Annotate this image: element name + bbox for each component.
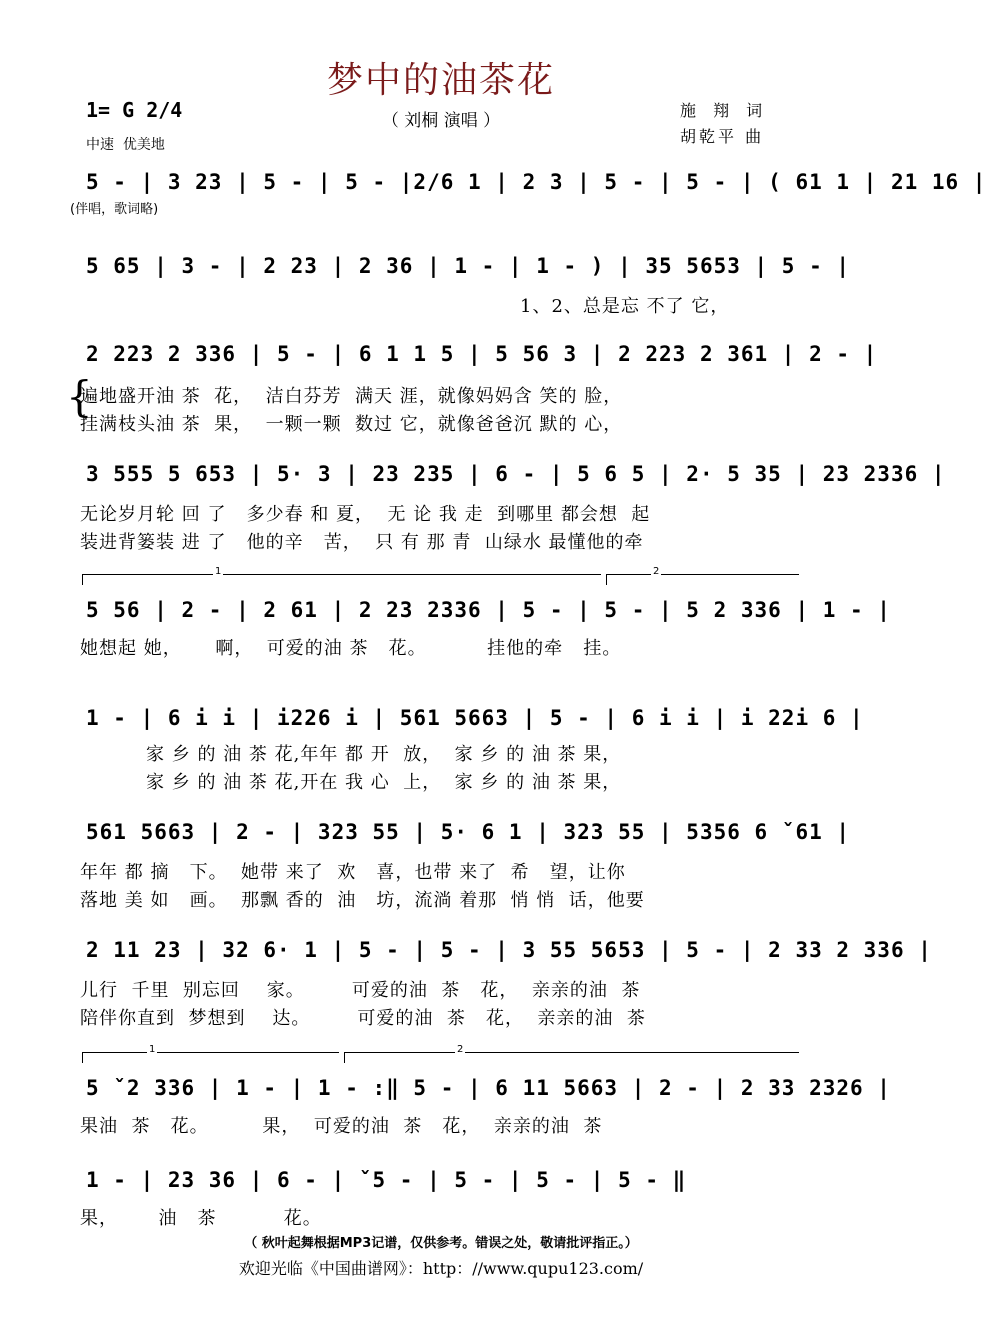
notation-row-8: 2 11 23 | 32 6· 1 | 5 - | 5 - | 3 55 5653 | 5 - | 2 33 2 336 | xyxy=(86,938,932,962)
volta-bracket-1: 1 xyxy=(82,574,601,585)
lyric-row-4-line-2: 装进背篓装 进 了 他的辛 苦， 只 有 那 青 山绿水 最懂他的牵 xyxy=(80,532,644,553)
lyric-row-2-line-1: 1、2、总是忘 不了 它， xyxy=(520,296,730,317)
singer-credit: （ 刘桐 演唱 ） xyxy=(381,111,501,131)
notation-row-6: 1 - | 6 i i | i226 i | 561 5663 | 5 - | 6 i i | i 22i 6 | xyxy=(86,706,864,730)
key-signature: 1= G 2/4 xyxy=(86,98,183,122)
accompaniment-note: (伴唱，歌词略) xyxy=(70,202,159,217)
lyricist-credit: 施 翔 词 xyxy=(680,101,769,120)
notation-row-3: 2 223 2 336 | 5 - | 6 1 1 5 | 5 56 3 | 2 223 2 361 | 2 - | xyxy=(86,342,878,366)
volta-bracket-1b: 1 xyxy=(82,1052,339,1063)
composer-credit: 胡乾平 曲 xyxy=(680,127,765,146)
notation-row-10: 1 - | 23 36 | 6 - | ˇ5 - | 5 - | 5 - | 5 - ‖ xyxy=(86,1168,687,1192)
lyric-row-7-line-2: 落地 美 如 画。 那飘 香的 油 坊，流淌 着那 悄 悄 话，他要 xyxy=(80,890,645,911)
footer-site-link[interactable]: 欢迎光临《中国曲谱网》：http：//www.qupu123.com/ xyxy=(238,1259,644,1278)
lyric-row-9-line-1: 果油 茶 花。 果， 可爱的油 茶 花， 亲亲的油 茶 xyxy=(80,1116,603,1137)
page-title: 梦中的油茶花 xyxy=(326,60,555,101)
lyric-row-5-line-1: 她想起 她， 啊， 可爱的油 茶 花。 挂他的牵 挂。 xyxy=(80,638,622,659)
notation-row-2: 5 65 | 3 - | 2 23 | 2 36 | 1 - | 1 - ) | 35 5653 | 5 - | xyxy=(86,254,851,278)
lyric-row-6-line-1: 家 乡 的 油 茶 花,年年 都 开 放， 家 乡 的 油 茶 果， xyxy=(146,744,622,765)
lyric-row-3-line-2: 挂满枝头油 茶 果， 一颗一颗 数过 它，就像爸爸沉 默的 心， xyxy=(80,414,623,435)
notation-row-4: 3 555 5 653 | 5· 3 | 23 235 | 6 - | 5 6 5 | 2· 5 35 | 23 2336 | xyxy=(86,462,946,486)
lyric-row-10-line-1: 果， 油 茶 花。 xyxy=(80,1208,322,1229)
notation-row-5: 5 56 | 2 - | 2 61 | 2 23 2336 | 5 - | 5 - | 5 2 336 | 1 - | xyxy=(86,598,891,622)
notation-row-1: 5 - | 3 23 | 5 - | 5 - |2/6 1 | 2 3 | 5 - | 5 - | ( 61 1 | 21 16 | xyxy=(86,170,986,194)
volta-bracket-2: 2 xyxy=(606,574,799,585)
lyric-row-7-line-1: 年年 都 摘 下。 她带 来了 欢 喜，也带 来了 希 望，让你 xyxy=(80,862,626,883)
notation-row-9: 5 ˇ2 336 | 1 - | 1 - :‖ 5 - | 6 11 5663 | 2 - | 2 33 2326 | xyxy=(86,1076,891,1100)
tempo-marking: 中速 优美地 xyxy=(86,137,165,153)
notation-row-7: 561 5663 | 2 - | 323 55 | 5· 6 1 | 323 55 | 5356 6 ˇ61 | xyxy=(86,820,851,844)
lyric-row-6-line-2: 家 乡 的 油 茶 花,开在 我 心 上， 家 乡 的 油 茶 果， xyxy=(146,772,622,793)
lyric-row-8-line-2: 陪伴你直到 梦想到 达。 可爱的油 茶 花， 亲亲的油 茶 xyxy=(80,1008,646,1029)
lyric-row-8-line-1: 儿行 千里 别忘回 家。 可爱的油 茶 花， 亲亲的油 茶 xyxy=(80,980,641,1001)
lyric-row-4-line-1: 无论岁月轮 回 了 多少春 和 夏， 无 论 我 走 到哪里 都会想 起 xyxy=(80,504,651,525)
lyric-row-3-line-1: 遍地盛开油 茶 花， 洁白芬芳 满天 涯，就像妈妈含 笑的 脸， xyxy=(80,386,623,407)
footer-disclaimer: （ 秋叶起舞根据MP3记谱，仅供参考。错误之处，敬请批评指正。） xyxy=(244,1236,638,1251)
verse-brace: { xyxy=(66,372,93,421)
volta-bracket-2b: 2 xyxy=(344,1052,799,1063)
